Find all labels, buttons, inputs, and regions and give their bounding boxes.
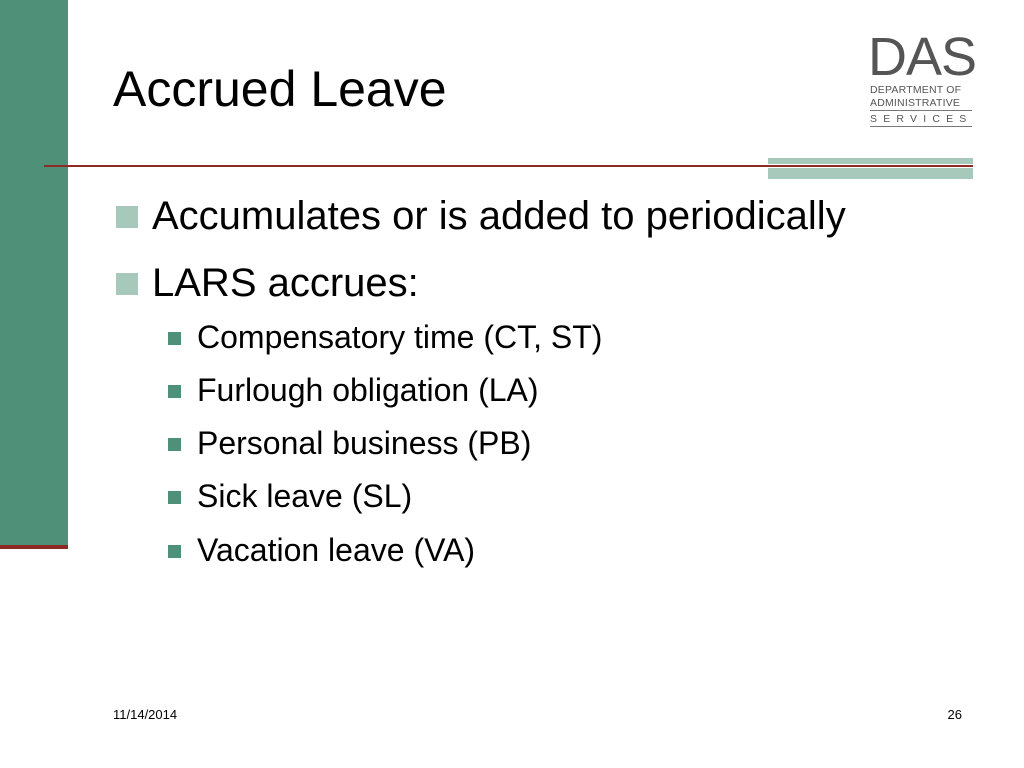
logo-acronym: DAS [868,27,977,87]
sub-list-item [197,534,475,566]
page-number: 26 [947,707,962,722]
bullet-text: Accumulates or is added to periodically [152,194,846,238]
logo-line-services: SERVICES [870,113,973,125]
sub-bullet-text: Compensatory time (CT, ST) [197,319,603,355]
list-item [152,196,846,236]
das-logo [868,27,978,130]
logo-rule [870,126,972,127]
bullet-text: LARS accrues: [152,261,419,305]
sub-bullet-square-icon [168,491,181,504]
sub-list-item [197,480,412,512]
title-divider [44,165,973,167]
decorative-stripe-top [768,158,973,164]
side-accent-bar [0,0,68,545]
sub-list-item [197,374,539,406]
sub-bullet-text: Personal business (PB) [197,425,532,461]
side-accent-rule [0,545,68,549]
list-item [152,263,419,303]
sub-bullet-text: Sick leave (SL) [197,478,413,514]
sub-bullet-text: Furlough obligation (LA) [197,372,539,408]
logo-rule [870,110,972,111]
sub-bullet-square-icon [168,332,181,345]
sub-bullet-text: Vacation leave (VA) [197,532,476,568]
bullet-square-icon [116,273,138,295]
bullet-square-icon [116,206,138,228]
footer-date: 11/14/2014 [113,707,178,722]
sub-bullet-square-icon [168,545,181,558]
decorative-stripe-bottom [768,168,973,179]
sub-bullet-square-icon [168,438,181,451]
logo-line-department: DEPARTMENT OF [870,84,962,96]
logo-line-administrative: ADMINISTRATIVE [870,97,961,109]
sub-list-item [197,321,602,353]
sub-bullet-square-icon [168,385,181,398]
slide-title: Accrued Leave [113,61,447,117]
sub-list-item [197,427,531,459]
